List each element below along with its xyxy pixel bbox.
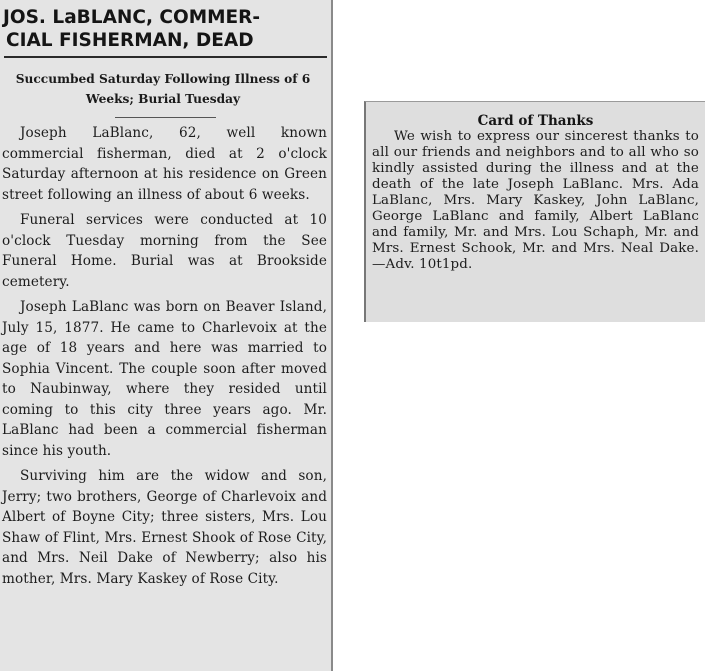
obituary-subheadline: Succumbed Saturday Following Illness of 6 Weeks; Burial Tuesday: [15, 72, 311, 106]
obituary-headline: [0, 6, 331, 52]
obituary-paragraph-survivors: Surviving him are the widow and son, Jerry; two brothers, George of Charlevoix and Albert of Boyne City; three sisters, Mrs. Lou Shaw of Flint, Mrs. Ernest Shook of Rose City, and Mrs. Neil Dake of Newberry; also his mother, Mrs. Mary Kaskey of Rose City.: [2, 468, 327, 587]
subheadline-divider: [115, 117, 216, 118]
obituary-body: [0, 123, 331, 589]
headline-divider: [4, 56, 327, 58]
obituary-paragraph-biography: Joseph LaBlanc was born on Beaver Island, July 15, 1877. He came to Charlevoix at the age of 18 years and here was married to Sophia Vincent. The couple soon after moved to Naubinway, where they resided until coming to this city three years ago. Mr. LaBlanc had been a commercial fisherman since his youth.: [2, 299, 327, 459]
card-of-thanks-clipping: [364, 101, 705, 322]
obituary-headline-line-1: JOS. LaBLANC, COMMER-: [3, 7, 261, 28]
obituary-paragraph-death: Joseph LaBlanc, 62, well known commercial fisherman, died at 2 o'clock Saturday afternoon at his residence on Green street following an illness of about 6 weeks.: [2, 125, 327, 203]
obituary-headline-line-2: CIAL FISHERMAN, DEAD: [6, 30, 254, 51]
card-of-thanks-body: We wish to express our sincerest thanks to all our friends and neighbors and to all who so kindly assisted during the illness and at the death of the late Joseph LaBlanc. Mrs. Ada LaBlanc, Mrs. Mary Kaskey, John LaBlanc, George LaBlanc and family, Albert LaBlanc and family, Mr. and Mrs. Lou Schaph, Mr. and Mrs. Ernest Schook, Mr. and Mrs. Neal Dake.—Adv. 10t1pd.: [372, 129, 699, 272]
card-of-thanks-title: Card of Thanks: [477, 113, 594, 129]
obituary-paragraph-funeral: Funeral services were conducted at 10 o'clock Tuesday morning from the See Funeral Home. Burial was at Brookside cemetery.: [2, 212, 327, 290]
obituary-clipping: [0, 0, 333, 671]
